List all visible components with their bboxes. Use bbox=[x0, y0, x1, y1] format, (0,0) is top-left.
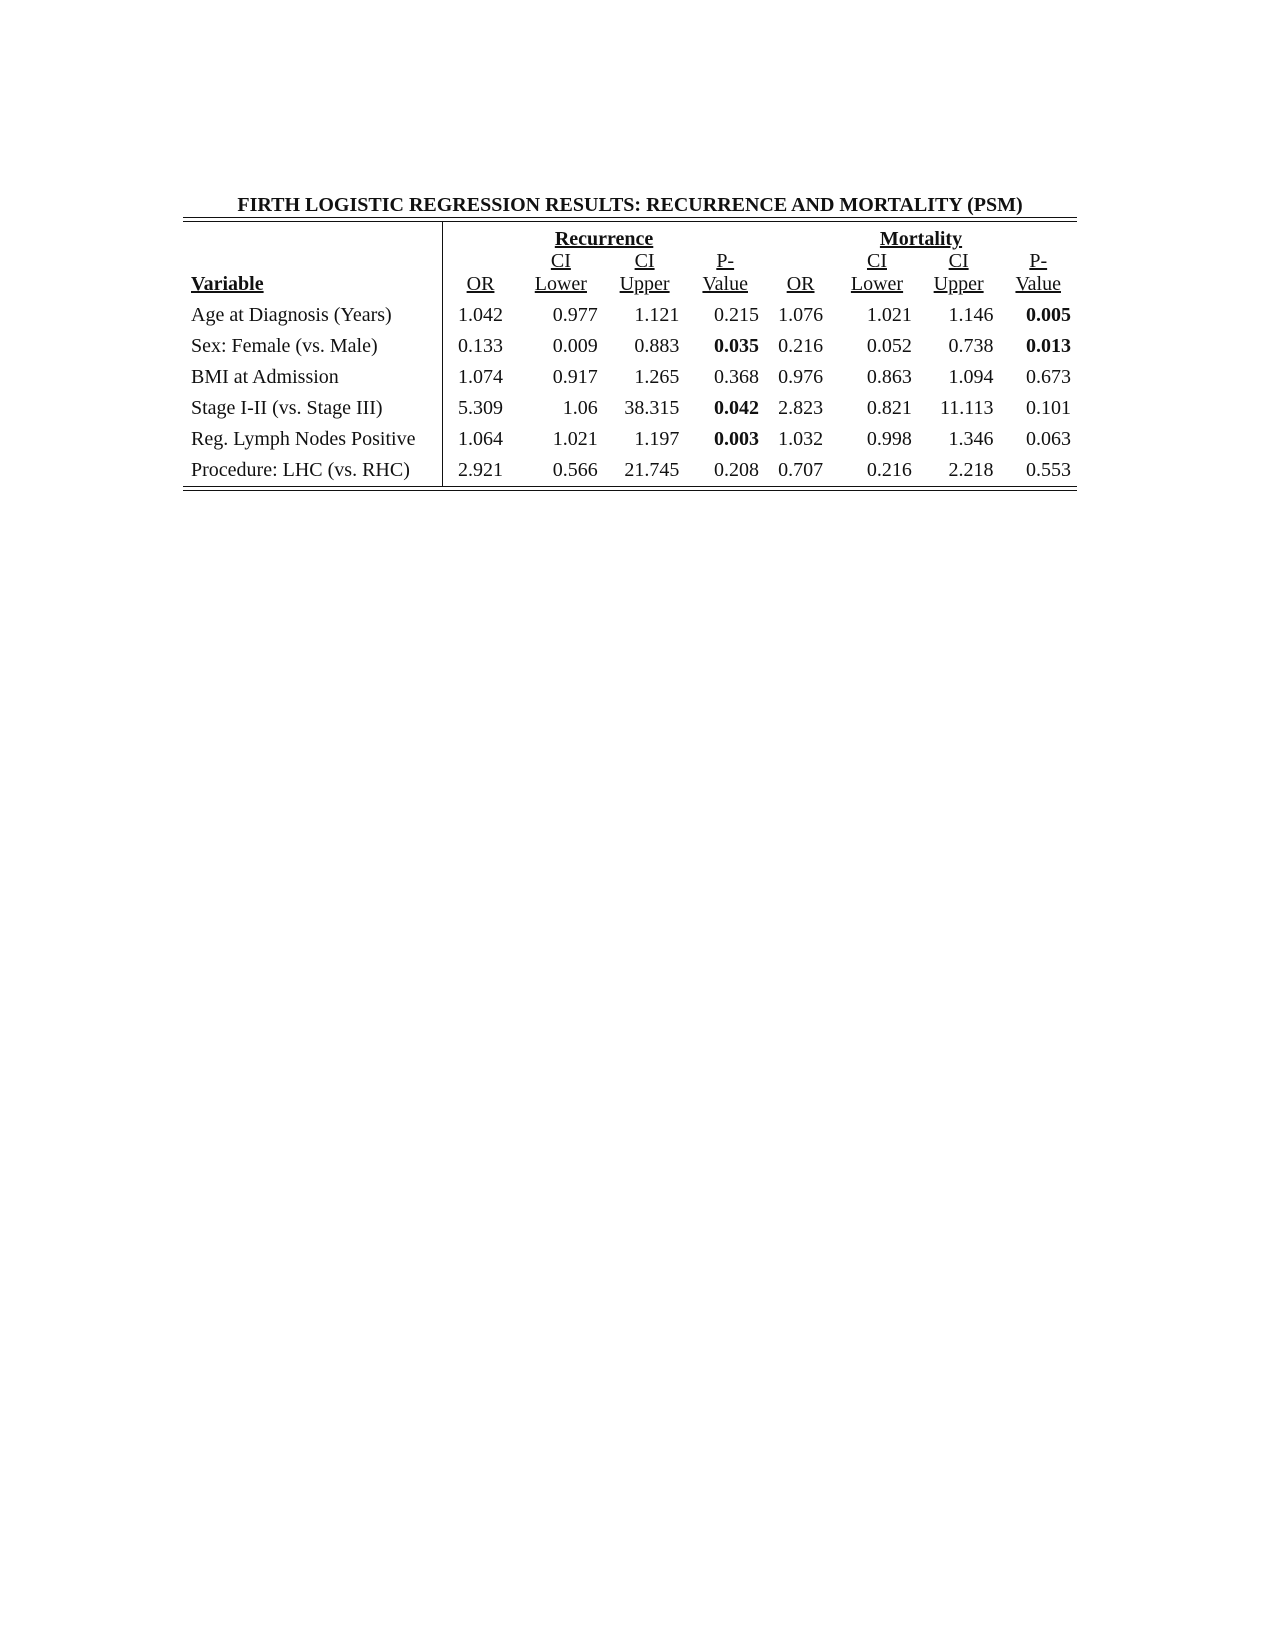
rec-p-value-cell: 0.368 bbox=[714, 366, 759, 388]
mort-or-header-top bbox=[765, 250, 836, 272]
rec-p-value-cell: 0.003 bbox=[714, 428, 759, 450]
recurrence-group-header: Recurrence bbox=[554, 228, 654, 250]
mort-or-cell: 0.976 bbox=[778, 366, 824, 388]
table-row bbox=[183, 393, 1077, 424]
mort-p-value-cell: 0.673 bbox=[1026, 366, 1071, 388]
mort-ci-upper-cell: 1.146 bbox=[948, 304, 994, 326]
rec-or-header: OR bbox=[466, 273, 495, 295]
rec-ci-upper-cell: 1.265 bbox=[634, 366, 680, 388]
rec-ci-upper-header: Upper bbox=[619, 273, 670, 295]
mort-ci-lower-cell: 0.863 bbox=[866, 366, 912, 388]
mort-ci-lower-cell: 0.821 bbox=[866, 397, 912, 419]
rec-p-value-cell: 0.208 bbox=[714, 459, 759, 481]
mort-p-value-cell: 0.005 bbox=[1026, 304, 1071, 326]
mortality-group-header: Mortality bbox=[879, 228, 963, 250]
variable-column-header: Variable bbox=[183, 272, 443, 300]
rec-ci-lower-cell: 0.917 bbox=[552, 366, 598, 388]
table-row bbox=[183, 424, 1077, 455]
rec-ci-lower-header: Lower bbox=[534, 273, 587, 295]
mort-ci-lower-cell: 0.052 bbox=[866, 335, 912, 357]
variable-cell: Sex: Female (vs. Male) bbox=[183, 331, 443, 362]
variable-cell: Reg. Lymph Nodes Positive bbox=[183, 424, 443, 455]
mort-ci-lower-cell: 1.021 bbox=[866, 304, 912, 326]
mort-p-value-cell: 0.553 bbox=[1026, 459, 1071, 481]
rec-or-cell: 2.921 bbox=[458, 459, 504, 481]
mort-p-value-header: Value bbox=[1015, 273, 1061, 295]
variable-header-spacer bbox=[183, 222, 443, 250]
mort-or-cell: 1.076 bbox=[778, 304, 824, 326]
rec-or-cell: 1.064 bbox=[458, 428, 504, 450]
results-table-block bbox=[183, 193, 1077, 491]
rec-ci-lower-cell: 1.06 bbox=[562, 397, 598, 419]
variable-cell: Procedure: LHC (vs. RHC) bbox=[183, 455, 443, 486]
mort-p-value-cell: 0.101 bbox=[1026, 397, 1071, 419]
mort-or-cell: 2.823 bbox=[778, 397, 824, 419]
mort-ci-upper-header: Upper bbox=[933, 273, 984, 295]
variable-cell: BMI at Admission bbox=[183, 362, 443, 393]
mort-or-cell: 0.707 bbox=[778, 459, 824, 481]
results-table bbox=[183, 222, 1077, 486]
mort-ci-upper-cell: 2.218 bbox=[948, 459, 994, 481]
rec-p-value-cell: 0.215 bbox=[714, 304, 759, 326]
rec-ci-lower-cell: 1.021 bbox=[552, 428, 598, 450]
rec-ci-upper-header-top: CI bbox=[634, 250, 655, 272]
rec-or-cell: 1.042 bbox=[458, 304, 504, 326]
mort-ci-upper-cell: 1.346 bbox=[948, 428, 994, 450]
mort-ci-upper-header-top: CI bbox=[948, 250, 969, 272]
variable-header-spacer bbox=[183, 250, 443, 272]
rec-p-header-top: P- bbox=[716, 250, 735, 272]
mort-p-header-top: P- bbox=[1029, 250, 1048, 272]
rec-p-value-header: Value bbox=[702, 273, 748, 295]
rec-ci-lower-cell: 0.009 bbox=[552, 335, 598, 357]
column-header-row-top bbox=[183, 250, 1077, 272]
table-title: FIRTH LOGISTIC REGRESSION RESULTS: RECURRENCE AND MORTALITY (PSM) bbox=[237, 194, 1023, 216]
variable-cell: Age at Diagnosis (Years) bbox=[183, 300, 443, 331]
table-row bbox=[183, 362, 1077, 393]
mort-or-cell: 0.216 bbox=[778, 335, 824, 357]
rec-ci-upper-cell: 21.745 bbox=[624, 459, 680, 481]
table-row bbox=[183, 455, 1077, 486]
mort-or-header: OR bbox=[786, 273, 815, 295]
rec-ci-lower-header-top: CI bbox=[550, 250, 571, 272]
rec-ci-upper-cell: 1.121 bbox=[634, 304, 680, 326]
rec-ci-lower-cell: 0.566 bbox=[552, 459, 598, 481]
rec-ci-upper-cell: 1.197 bbox=[634, 428, 680, 450]
mort-ci-upper-cell: 1.094 bbox=[948, 366, 994, 388]
mort-p-value-cell: 0.013 bbox=[1026, 335, 1071, 357]
table-row bbox=[183, 331, 1077, 362]
mort-ci-lower-cell: 0.998 bbox=[866, 428, 912, 450]
group-header-row bbox=[183, 222, 1077, 250]
mort-ci-upper-cell: 11.113 bbox=[939, 397, 994, 419]
rec-ci-upper-cell: 0.883 bbox=[634, 335, 680, 357]
rec-ci-upper-cell: 38.315 bbox=[624, 397, 680, 419]
mort-ci-lower-header: Lower bbox=[850, 273, 904, 295]
mort-ci-lower-header-top: CI bbox=[866, 250, 887, 272]
rec-or-cell: 5.309 bbox=[458, 397, 504, 419]
mort-ci-upper-cell: 0.738 bbox=[948, 335, 994, 357]
bottom-double-rule bbox=[183, 486, 1077, 491]
mort-ci-lower-cell: 0.216 bbox=[866, 459, 912, 481]
mort-p-value-cell: 0.063 bbox=[1026, 428, 1071, 450]
rec-or-header-top bbox=[443, 250, 518, 272]
rec-p-value-cell: 0.035 bbox=[714, 335, 759, 357]
rec-ci-lower-cell: 0.977 bbox=[552, 304, 598, 326]
rec-or-cell: 0.133 bbox=[458, 335, 504, 357]
table-row bbox=[183, 300, 1077, 331]
column-header-row-bottom bbox=[183, 272, 1077, 300]
rec-p-value-cell: 0.042 bbox=[714, 397, 759, 419]
mort-or-cell: 1.032 bbox=[778, 428, 824, 450]
rec-or-cell: 1.074 bbox=[458, 366, 504, 388]
variable-cell: Stage I-II (vs. Stage III) bbox=[183, 393, 443, 424]
